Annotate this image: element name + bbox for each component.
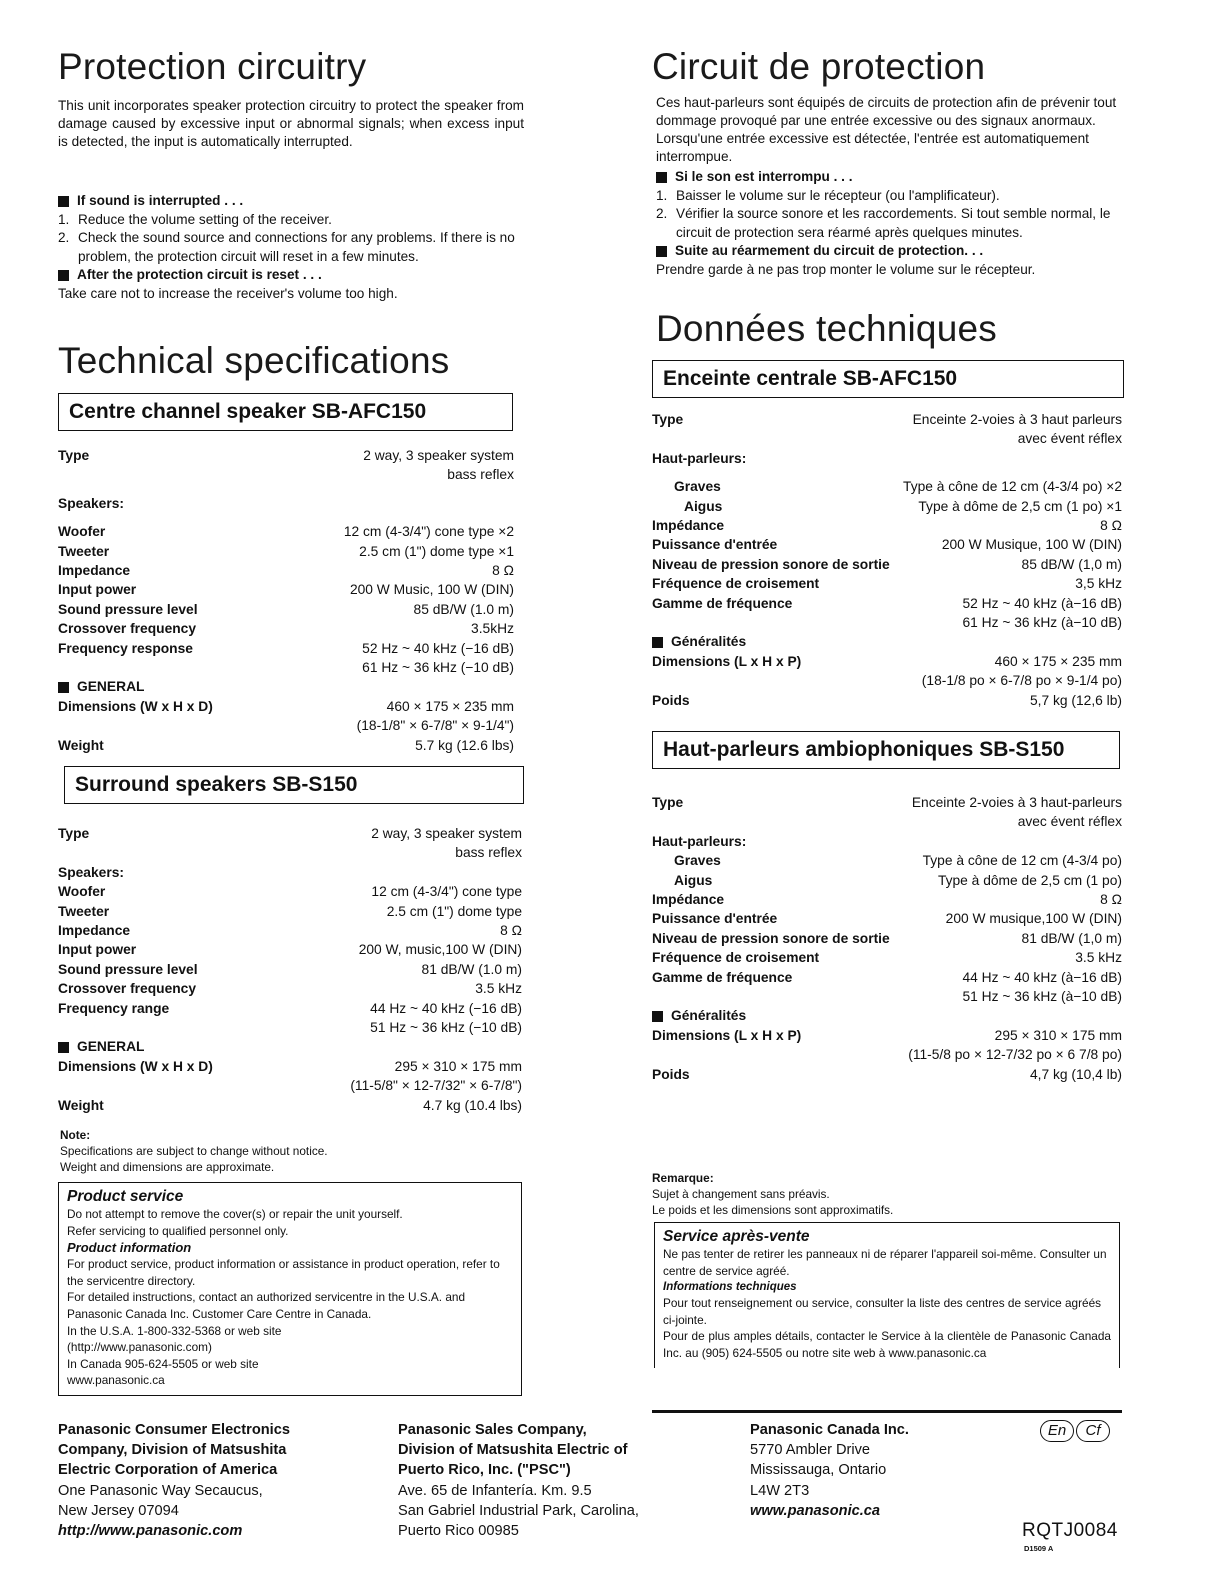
spec-row-type: Type Enceinte 2-voies à 3 haut-parleurs xyxy=(652,795,1122,810)
language-badge-en: En xyxy=(1040,1420,1074,1442)
note-block-fr: Remarque: Sujet à changement sans préavis. Le poids et les dimensions sont approximatifs. xyxy=(652,1171,894,1217)
spec-row-general: Généralités xyxy=(652,1006,1122,1025)
spec-row-crossover: Crossover frequency 3.5kHz xyxy=(58,621,514,637)
document-code: RQTJ0084 xyxy=(1022,1520,1118,1541)
spec-row-woofer: Woofer 12 cm (4-3/4") cone type xyxy=(58,884,522,900)
spec-row-crossover: Crossover frequency 3.5 kHz xyxy=(58,981,522,997)
protection-title-fr: Circuit de protection xyxy=(652,46,986,87)
spec-row-impedance: Impédance 8 Ω xyxy=(652,518,1122,534)
spec-row-spl: Niveau de pression sonore de sortie 85 dB/W (1,0 m) xyxy=(652,556,1122,572)
note-block: Note: Specifications are subject to change without notice. Weight and dimensions are approximate. xyxy=(60,1128,328,1174)
spec-row-dimensions: Dimensions (L x H x P) 460 × 175 × 235 mm xyxy=(652,653,1122,669)
surround-spec-table: Type 2 way, 3 speaker system bass reflex Speakers: Woofer 12 cm (4-3/4") cone type Tweeter 2.5 cm (1") dome type Impedance 8 Ω Input power 200 W, music,100 W (DIN) Sound pressure level 81 dB/W (1.0 m) Crossover frequency 3.5 kHz Frequency range 44 Hz ~ 40 kHz (−16 dB) 51 Hz ~ 36 kHz (−10 dB) GENERAL Dimensions (W x H x D) 295 × 310 × 175 mm (11-5/8" × 12-7/32" × 6-7/8") Weight 4.7 kg (10.4 lbs) xyxy=(58,824,522,1115)
square-bullet-icon xyxy=(58,682,69,693)
list-item: 2. Check the sound source and connections for any problems. If there is no problem, the protection circuit will reset in a few minutes. xyxy=(58,230,515,264)
square-bullet-icon xyxy=(656,172,667,183)
service-title-fr: Service après-vente xyxy=(663,1228,810,1245)
protection-instructions xyxy=(58,192,524,303)
spec-row-impedance: Impédance 8 Ω xyxy=(652,892,1122,908)
protection-title: Protection circuitry xyxy=(58,46,367,87)
square-bullet-icon xyxy=(58,1042,69,1053)
instruction-list xyxy=(58,211,524,267)
footer-divider xyxy=(652,1410,1122,1413)
reset-text: Take care not to increase the receiver's volume too high. xyxy=(58,285,398,301)
square-bullet-icon xyxy=(58,196,69,207)
spec-row-type: Type Enceinte 2-voies à 3 haut parleurs xyxy=(652,412,1122,427)
spec-row-woofer: Woofer 12 cm (4-3/4") cone type ×2 xyxy=(58,524,514,540)
spec-row-tweeter: Aigus Type à dôme de 2,5 cm (1 po) ×1 xyxy=(684,498,1122,514)
spec-row-input-power: Puissance d'entrée 200 W Musique, 100 W (DIN) xyxy=(652,537,1122,553)
footer-pr-address: Panasonic Sales Company, Division of Matsushita Electric of Puerto Rico, Inc. ("PSC") Ave. 65 de Infantería. Km. 9.5 San Gabriel Industrial Park, Carolina, Puerto Rico 00985 xyxy=(398,1422,639,1540)
protection-paragraph-fr: Ces haut-parleurs sont équipés de circuits de protection afin de prévenir tout dommage provoqué par une entrée excessive ou des signaux anormaux. Lorsqu'une entrée excessive est détectée, l'entrée est automatiquement interrompue. xyxy=(656,95,1117,164)
square-bullet-icon xyxy=(656,246,667,257)
print-code: D1509 A xyxy=(1024,1544,1054,1553)
product-info-title: Product information xyxy=(67,1240,192,1256)
info-title-fr: Informations techniques xyxy=(663,1281,797,1294)
spec-row-impedance: Impedance 8 Ω xyxy=(58,923,522,939)
spec-row-general: GENERAL xyxy=(58,1037,522,1056)
list-item: 2. Vérifier la source sonore et les raccordements. Si tout semble normal, le circuit de protection sera réarmé après quelques minutes. xyxy=(656,206,1111,240)
spec-row-spl: Sound pressure level 85 dB/W (1.0 m) xyxy=(58,601,514,617)
language-badges xyxy=(1040,1420,1110,1442)
spec-row-frequency: Gamme de fréquence 52 Hz ~ 40 kHz (à−16 dB) xyxy=(652,595,1122,611)
spec-row-type: Type 2 way, 3 speaker system xyxy=(58,448,514,463)
spec-row-woofer: Graves Type à cône de 12 cm (4-3/4 po) ×2 xyxy=(674,479,1122,495)
spec-row-spl: Sound pressure level 81 dB/W (1.0 m) xyxy=(58,961,522,977)
specs-title: Technical specifications xyxy=(58,340,450,381)
list-item: 1. Baisser le volume sur le récepteur (ou l'amplificateur). xyxy=(656,187,1000,203)
surround-model-heading-fr: Haut-parleurs ambiophoniques SB-S150 xyxy=(652,731,1120,769)
spec-row-speakers: Speakers: xyxy=(58,864,124,880)
spec-row-crossover: Fréquence de croisement 3.5 kHz xyxy=(652,950,1122,966)
specs-title-fr: Données techniques xyxy=(656,308,997,349)
spec-row-weight: Poids 4,7 kg (10,4 lb) xyxy=(652,1066,1122,1082)
spec-row-frequency: Gamme de fréquence 44 Hz ~ 40 kHz (à−16 dB) xyxy=(652,969,1122,985)
spec-row-impedance: Impedance 8 Ω xyxy=(58,563,514,579)
reset-heading: After the protection circuit is reset . . . xyxy=(58,266,524,285)
spec-row-frequency: Frequency response 52 Hz ~ 40 kHz (−16 dB) xyxy=(58,640,514,656)
square-bullet-icon xyxy=(652,637,663,648)
spec-row-input-power: Puissance d'entrée 200 W musique,100 W (DIN) xyxy=(652,911,1122,927)
spec-row-weight: Poids 5,7 kg (12,6 lb) xyxy=(652,692,1122,708)
protection-instructions-fr xyxy=(656,168,1122,279)
interrupted-heading: If sound is interrupted . . . xyxy=(58,192,524,211)
spec-row-spl: Niveau de pression sonore de sortie 81 dB/W (1,0 m) xyxy=(652,930,1122,946)
spec-row-input-power: Input power 200 W Music, 100 W (DIN) xyxy=(58,582,514,598)
spec-row-dimensions: Dimensions (W x H x D) 295 × 310 × 175 mm xyxy=(58,1058,522,1074)
product-service-box: Product service Do not attempt to remove the cover(s) or repair the unit yourself. Refer servicing to qualified personnel only. Product information For product service, product information or assistance in product operation, refer to the servicentre directory. For detailed instructions, contact an authorized servicentre in the U.S.A. and Panasonic Canada Inc. Customer Care Centre in Canada. In the U.S.A. 1-800-332-5368 or web site (http://www.panasonic.com) In Canada 905-624-5505 or web site www.panasonic.ca xyxy=(58,1182,522,1396)
spec-row-crossover: Fréquence de croisement 3,5 kHz xyxy=(652,576,1122,592)
centre-model-heading-fr: Enceinte centrale SB-AFC150 xyxy=(652,360,1124,398)
list-item: 1. Reduce the volume setting of the receiver. xyxy=(58,211,332,227)
centre-spec-table: Type 2 way, 3 speaker system bass reflex Speakers: Woofer 12 cm (4-3/4") cone type ×2 Tweeter 2.5 cm (1") dome type ×1 Impedance 8 Ω Input power 200 W Music, 100 W (DIN) Sound pressure level 85 dB/W (1.0 m) Crossover frequency 3.5kHz Frequency response 52 Hz ~ 40 kHz (−16 dB) 61 Hz ~ 36 kHz (−10 dB) GENERAL Dimensions (W x H x D) 460 × 175 × 235 mm (18-1/8" × 6-7/8" × 9-1/4") Weight 5.7 kg (12.6 lbs) xyxy=(58,446,514,755)
footer-us-url[interactable]: http://www.panasonic.com xyxy=(58,1523,243,1540)
centre-spec-table-fr: Type Enceinte 2-voies à 3 haut parleurs avec évent réflex Haut-parleurs: Graves Type à cône de 12 cm (4-3/4 po) ×2 Aigus Type à dôme de 2,5 cm (1 po) ×1 Impédance 8 Ω Puissance d'entrée 200 W Musique, 100 W (DIN) Niveau de pression sonore de sortie 85 dB/W (1,0 m) Fréquence de croisement 3,5 kHz Gamme de fréquence 52 Hz ~ 40 kHz (à−16 dB) 61 Hz ~ 36 kHz (à−10 dB) Généralités Dimensions (L x H x P) 460 × 175 × 235 mm (18-1/8 po × 6-7/8 po × 9-1/4 po) Poids 5,7 kg (12,6 lb) xyxy=(652,410,1122,710)
surround-spec-table-fr: Type Enceinte 2-voies à 3 haut-parleurs avec évent réflex Haut-parleurs: Graves Type à cône de 12 cm (4-3/4 po) Aigus Type à dôme de 2,5 cm (1 po) Impédance 8 Ω Puissance d'entrée 200 W musique,100 W (DIN) Niveau de pression sonore de sortie 81 dB/W (1,0 m) Fréquence de croisement 3.5 kHz Gamme de fréquence 44 Hz ~ 40 kHz (à−16 dB) 51 Hz ~ 36 kHz (à−10 dB) Généralités Dimensions (L x H x P) 295 × 310 × 175 mm (11-5/8 po × 12-7/32 po × 6 7/8 po) Poids 4,7 kg (10,4 lb) xyxy=(652,793,1122,1084)
product-service-title: Product service xyxy=(67,1188,184,1205)
spec-row-weight: Weight 4.7 kg (10.4 lbs) xyxy=(58,1097,522,1113)
surround-model-heading: Surround speakers SB-S150 xyxy=(64,766,524,804)
reset-text-fr: Prendre garde à ne pas trop monter le volume sur le récepteur. xyxy=(656,261,1036,277)
spec-row-woofer: Graves Type à cône de 12 cm (4-3/4 po) xyxy=(674,853,1122,869)
spec-row-input-power: Input power 200 W, music,100 W (DIN) xyxy=(58,942,522,958)
spec-row-frequency: Frequency range 44 Hz ~ 40 kHz (−16 dB) xyxy=(58,1000,522,1016)
spec-row-speakers: Haut-parleurs: xyxy=(652,450,747,466)
spec-row-speakers: Haut-parleurs: xyxy=(652,833,747,849)
spec-row-weight: Weight 5.7 kg (12.6 lbs) xyxy=(58,737,514,753)
spec-row-dimensions: Dimensions (W x H x D) 460 × 175 × 235 mm xyxy=(58,698,514,714)
spec-row-tweeter: Tweeter 2.5 cm (1") dome type xyxy=(58,903,522,919)
spec-row-type: Type 2 way, 3 speaker system xyxy=(58,826,522,841)
instruction-list-fr xyxy=(656,187,1122,243)
spec-row-dimensions: Dimensions (L x H x P) 295 × 310 × 175 mm xyxy=(652,1027,1122,1043)
spec-row-tweeter: Tweeter 2.5 cm (1") dome type ×1 xyxy=(58,543,514,559)
footer-us-address: Panasonic Consumer Electronics Company, Division of Matsushita Electric Corporation of America One Panasonic Way Secaucus, New Jersey 07094 http://www.panasonic.com xyxy=(58,1420,378,1541)
spec-row-general: Généralités xyxy=(652,632,1122,651)
protection-paragraph: This unit incorporates speaker protection circuitry to protect the speaker from damage caused by excessive input or abnormal signals; when excess input is detected, the input is automatically interrupted. xyxy=(58,98,524,149)
centre-model-heading: Centre channel speaker SB-AFC150 xyxy=(58,393,513,431)
spec-row-tweeter: Aigus Type à dôme de 2,5 cm (1 po) xyxy=(674,872,1122,888)
language-badge-cf: Cf xyxy=(1076,1420,1110,1442)
spec-row-general: GENERAL xyxy=(58,677,514,696)
footer-ca-address: Panasonic Canada Inc. 5770 Ambler Drive Mississauga, Ontario L4W 2T3 www.panasonic.ca xyxy=(750,1420,990,1521)
square-bullet-icon xyxy=(58,270,69,281)
service-box-fr: Service après-vente Ne pas tenter de retirer les panneaux ni de réparer l'appareil soi-même. Consulter un centre de service agréé. Informations techniques Pour tout renseignement ou service, consulter la liste des centres de service agréés ci-jointe. Pour de plus amples détails, contacter le Service à la clientèle de Panasonic Canada Inc. au (905) 624-5505 ou notre site web à www.panasonic.ca xyxy=(654,1222,1120,1368)
spec-row-speakers: Speakers: xyxy=(58,495,124,511)
footer-ca-url[interactable]: www.panasonic.ca xyxy=(750,1502,881,1519)
square-bullet-icon xyxy=(652,1011,663,1022)
reset-heading-fr: Suite au réarmement du circuit de protection. . . xyxy=(656,242,1122,261)
interrupted-heading-fr: Si le son est interrompu . . . xyxy=(656,168,1122,187)
